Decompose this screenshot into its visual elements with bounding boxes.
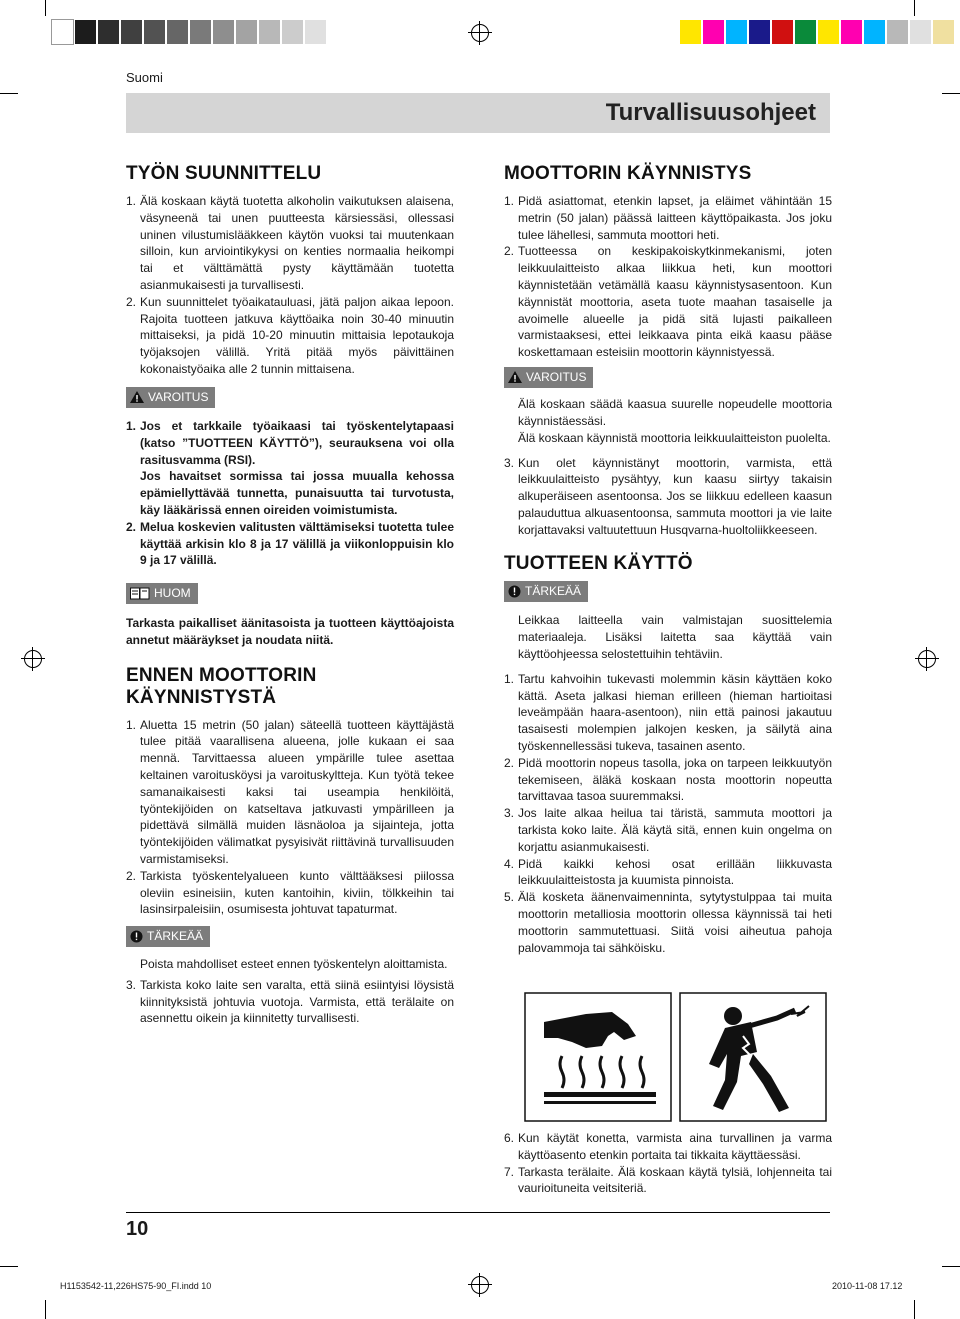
color-swatch [259, 20, 280, 44]
exclamation-circle-icon [508, 585, 521, 598]
left-column [126, 163, 454, 1027]
list-item: 4. Pidä kaikki kehosi osat erillään liikkuvasta leikkuulaitteistosta ja kuumista pinnoista. [504, 856, 832, 888]
color-swatch [864, 20, 885, 44]
color-swatch [910, 20, 931, 44]
list-item: 2. Melua koskevien valitusten välttämiseksi tuotetta tulee käyttää arkisin klo 8 ja 17 välillä ja viikonloppuisin klo 9 ja 17 välillä. [126, 519, 454, 568]
list-item: 1. Älä koskaan käytä tuotetta alkoholin vaikutuksen alaisena, väsyneenä tai unen puutteesta kärsiessäsi, ollessasi uninen vilustumislääkkeen käytön vuoksi tai muutenkaan silloin, kun arviointikykysi on kenties normaalia heikompi tai et välttämättä pysty käyttämään tuotetta asianmukaisesti ja turvallisesti. [126, 194, 454, 292]
language-label: Suomi [126, 70, 163, 85]
section-title-engine-start: MOOTTORIN KÄYNNISTYS [504, 163, 752, 184]
list-item: 2. Tuotteessa on keskipakoiskytkinmekanismi, joten leikkuulaitteisto alkaa liikkua heti, kun moottori käynnistetään vetämällä kaasu käynnistysasentoon. Kun käynnistät moottoria, aseta tuote maahan tasaiselle ja avoimelle alueelle ja pidä sitä lujasti paikalleen varmistaaksesi, ettei leikkaava pinta eikä kaasu pääse koskettamaan esteisiin moottorin käynnistyessä. [504, 244, 832, 360]
warning-text: Älä koskaan käynnistä moottoria leikkuulaitteiston puolelta. [518, 430, 831, 445]
footer-file: H1153542-11,226HS75-90_FI.indd 10 [60, 1281, 212, 1291]
warning-badge: VAROITUS [126, 387, 215, 408]
list-item: 1. Jos et tarkkaile työaikaasi tai työskentelytapaasi (katso ”TUOTTEEN KÄYTTÖ”), seurauksena voi olla rasitusvamma (RSI). [126, 419, 454, 467]
right-column-continued [504, 1130, 832, 1197]
color-swatch [772, 20, 793, 44]
color-swatch [213, 20, 234, 44]
crop-mark [942, 93, 960, 94]
color-swatch [305, 20, 326, 44]
list-item: 2. Tarkista työskentelyalueen kunto välttääksesi piilossa oleviin esineisiin, kuten kantoihin, kiviin, tölkkeihin tai lasinsirpaleisiin, osumisesta johtuvat tapaturmat. [126, 868, 454, 917]
list-item: 3. Jos laite alkaa heilua tai täristä, sammuta moottori ja tarkista koko laite. Älä käytä sitä, ennen kuin ongelma on korjattu asianmukaisesti. [504, 806, 832, 854]
footer-date: 2010-11-08 17.12 [832, 1281, 903, 1291]
registration-mark-left-icon [24, 650, 42, 668]
list-item: 2. Pidä moottorin nopeus tasolla, joka on tarpeen leikkuutyön tekemiseen, äläkä koskaan nosta moottorin nopeutta tarvittavaa tasoa suuremmaksi. [504, 755, 832, 804]
right-column [504, 163, 832, 956]
section-title-product-use: TUOTTEEN KÄYTTÖ [504, 552, 693, 574]
registration-mark-right-icon [918, 650, 936, 668]
color-swatch [282, 20, 303, 44]
exclamation-circle-icon [130, 930, 143, 943]
color-swatch [680, 20, 701, 44]
color-swatch [795, 20, 816, 44]
warning-triangle-icon [508, 371, 522, 383]
crop-mark [45, 0, 46, 16]
footer-divider [126, 1212, 830, 1213]
list-item: 3. Kun olet käynnistänyt moottorin, varmista, että leikkuulaitteisto pysähtyy, kun kaasu siirtyy takaisin alkuperäiseen asentoonsa. Jos se liikkuu edelleen kaasun palauduttua alkuasentoonsa, sammuta moottori ja vie laite korjattavaksi valtuutettuun Husqvarna-huoltoliikkeeseen. [504, 455, 832, 537]
electric-shock-pictogram-icon [679, 992, 827, 1122]
list-item: 1. Pidä asiattomat, etenkin lapset, ja eläimet vähintään 15 metrin (50 jalan) päässä laitteen käyttöpaikasta. Jos joku tulee lähellesi, sammuta moottori heti. [504, 194, 832, 242]
note-badge: HUOM [126, 583, 198, 604]
registration-mark-top-icon [471, 24, 489, 42]
warning-badge: VAROITUS [504, 367, 593, 388]
book-note-icon [130, 587, 150, 600]
color-swatch [887, 20, 908, 44]
page-number: 10 [126, 1218, 149, 1240]
crop-mark [914, 0, 915, 16]
grayscale-color-bar [52, 20, 328, 44]
note-text: Tarkasta paikalliset äänitasoista ja tuotteen käyttöajoista annetut määräykset ja noudata niitä. [126, 616, 454, 647]
color-swatch [749, 20, 770, 44]
important-text: Poista mahdolliset esteet ennen työskentelyn aloittamista. [140, 956, 448, 971]
important-badge: TÄRKEÄÄ [126, 926, 210, 947]
crop-mark [0, 1266, 18, 1267]
color-swatch [933, 20, 954, 44]
crop-mark [0, 93, 18, 94]
crop-mark [914, 1300, 915, 1319]
list-item: 6. Kun käytät konetta, varmista aina turvallinen ja varma käyttöasento etenkin portaita tai tikkaita käyttäessäsi. [504, 1131, 832, 1162]
list-item: 7. Tarkasta terälaite. Älä koskaan käytä tylsiä, lohjenneita tai vaurioituneita veitsiteriä. [504, 1164, 832, 1196]
color-swatch [841, 20, 862, 44]
list-item: 1. Tartu kahvoihin tukevasti molemmin käsin käyttäen koko kättä. Aseta jalkasi hieman erilleen (hieman hartioitasi leveämpään haara-asentoon), niin että painosi jakautuu tasaisesti molempien jalkojen kesken, ja säilytä aina työskennellessäsi tukeva, tasainen asento. [504, 671, 832, 754]
cmyk-color-bar [680, 20, 956, 44]
warning-text: Älä koskaan säädä kaasua suurelle nopeudelle moottoria käynnistäessäsi. [518, 397, 832, 429]
crop-mark [942, 1266, 960, 1267]
list-item: 1. Aluetta 15 metrin (50 jalan) säteellä tuotteen käyttäjästä tulee pitää vaarallisena alueena, jolle kukaan ei saa mennä. Tarvittaessa alueen ympärille tulee asettaa keltainen varoitusköysi ja varoituskyltteja. Kun työtä tekee samanaikaisesti kaksi tai useampia henkilöitä, työntekijöiden on katseltava jatkuvasti ympärilleen ja pidettävä silmällä muiden läsnäoloa ja sijainteja, jotta työntekijöiden välimatkat pysyisivät riittävinä turvallisuuden varmistamiseksi. [126, 717, 454, 866]
page-title: Turvallisuusohjeet [605, 99, 816, 126]
color-swatch [190, 20, 211, 44]
section-title-before-start: ENNEN MOOTTORIN KÄYNNISTYSTÄ [126, 664, 317, 708]
important-badge: TÄRKEÄÄ [504, 581, 588, 602]
color-swatch [818, 20, 839, 44]
color-swatch [703, 20, 724, 44]
hot-surface-pictogram-icon [524, 992, 672, 1122]
color-swatch [236, 20, 257, 44]
list-item: Jos havaitset sormissa tai jossa muualla kehossa epämiellyttävää tunnetta, punaisuutta tai turvotusta, käy lääkärissä ennen oireiden voimistumista. [140, 469, 454, 518]
list-item: 2. Kun suunnittelet työaikatauluasi, jätä paljon aikaa lepoon. Rajoita tuotteen jatkuva käyttöaika noin 30-40 minuutin mittaiseksi, ja pidä 10-20 minuutin mittaisia lepotaukoja työjaksojen välillä. Yritä pitää myös päivittäinen kokonaistyöaika alle 2 tunnin mittaisena. [126, 294, 454, 376]
crop-mark [45, 1300, 46, 1319]
color-swatch [98, 20, 119, 44]
color-swatch [121, 20, 142, 44]
list-item: 5. Älä kosketa äänenvaimenninta, sytytystulppaa tai muita moottorin metalliosia moottorin ollessa käynnissä tai heti moottorin sammutettuasi. Siitä voisi aiheutua pahoja palovammoja tai sähköisku. [504, 890, 832, 955]
color-swatch [726, 20, 747, 44]
warning-triangle-icon [130, 391, 144, 403]
list-item: 3. Tarkista koko laite sen varalta, että siinä esiintyisi löysistä kiinnityksistä johtuvia vuotoja. Varmista, että terälaite on asennettu oikein ja kiinnitetty turvallisesti. [126, 977, 454, 1026]
registration-mark-bottom-icon [471, 1276, 489, 1294]
color-swatch [75, 20, 96, 44]
title-bar [126, 93, 830, 133]
color-swatch [167, 20, 188, 44]
important-text: Leikkaa laitteella vain valmistajan suosittelemia materiaaleja. Lisäksi laitetta saa käyttää vain käyttöohjeessa selostettuihin tehtäviin. [518, 613, 832, 662]
section-title-planning: TYÖN SUUNNITTELU [126, 163, 322, 184]
color-swatch [52, 20, 73, 44]
color-swatch [144, 20, 165, 44]
